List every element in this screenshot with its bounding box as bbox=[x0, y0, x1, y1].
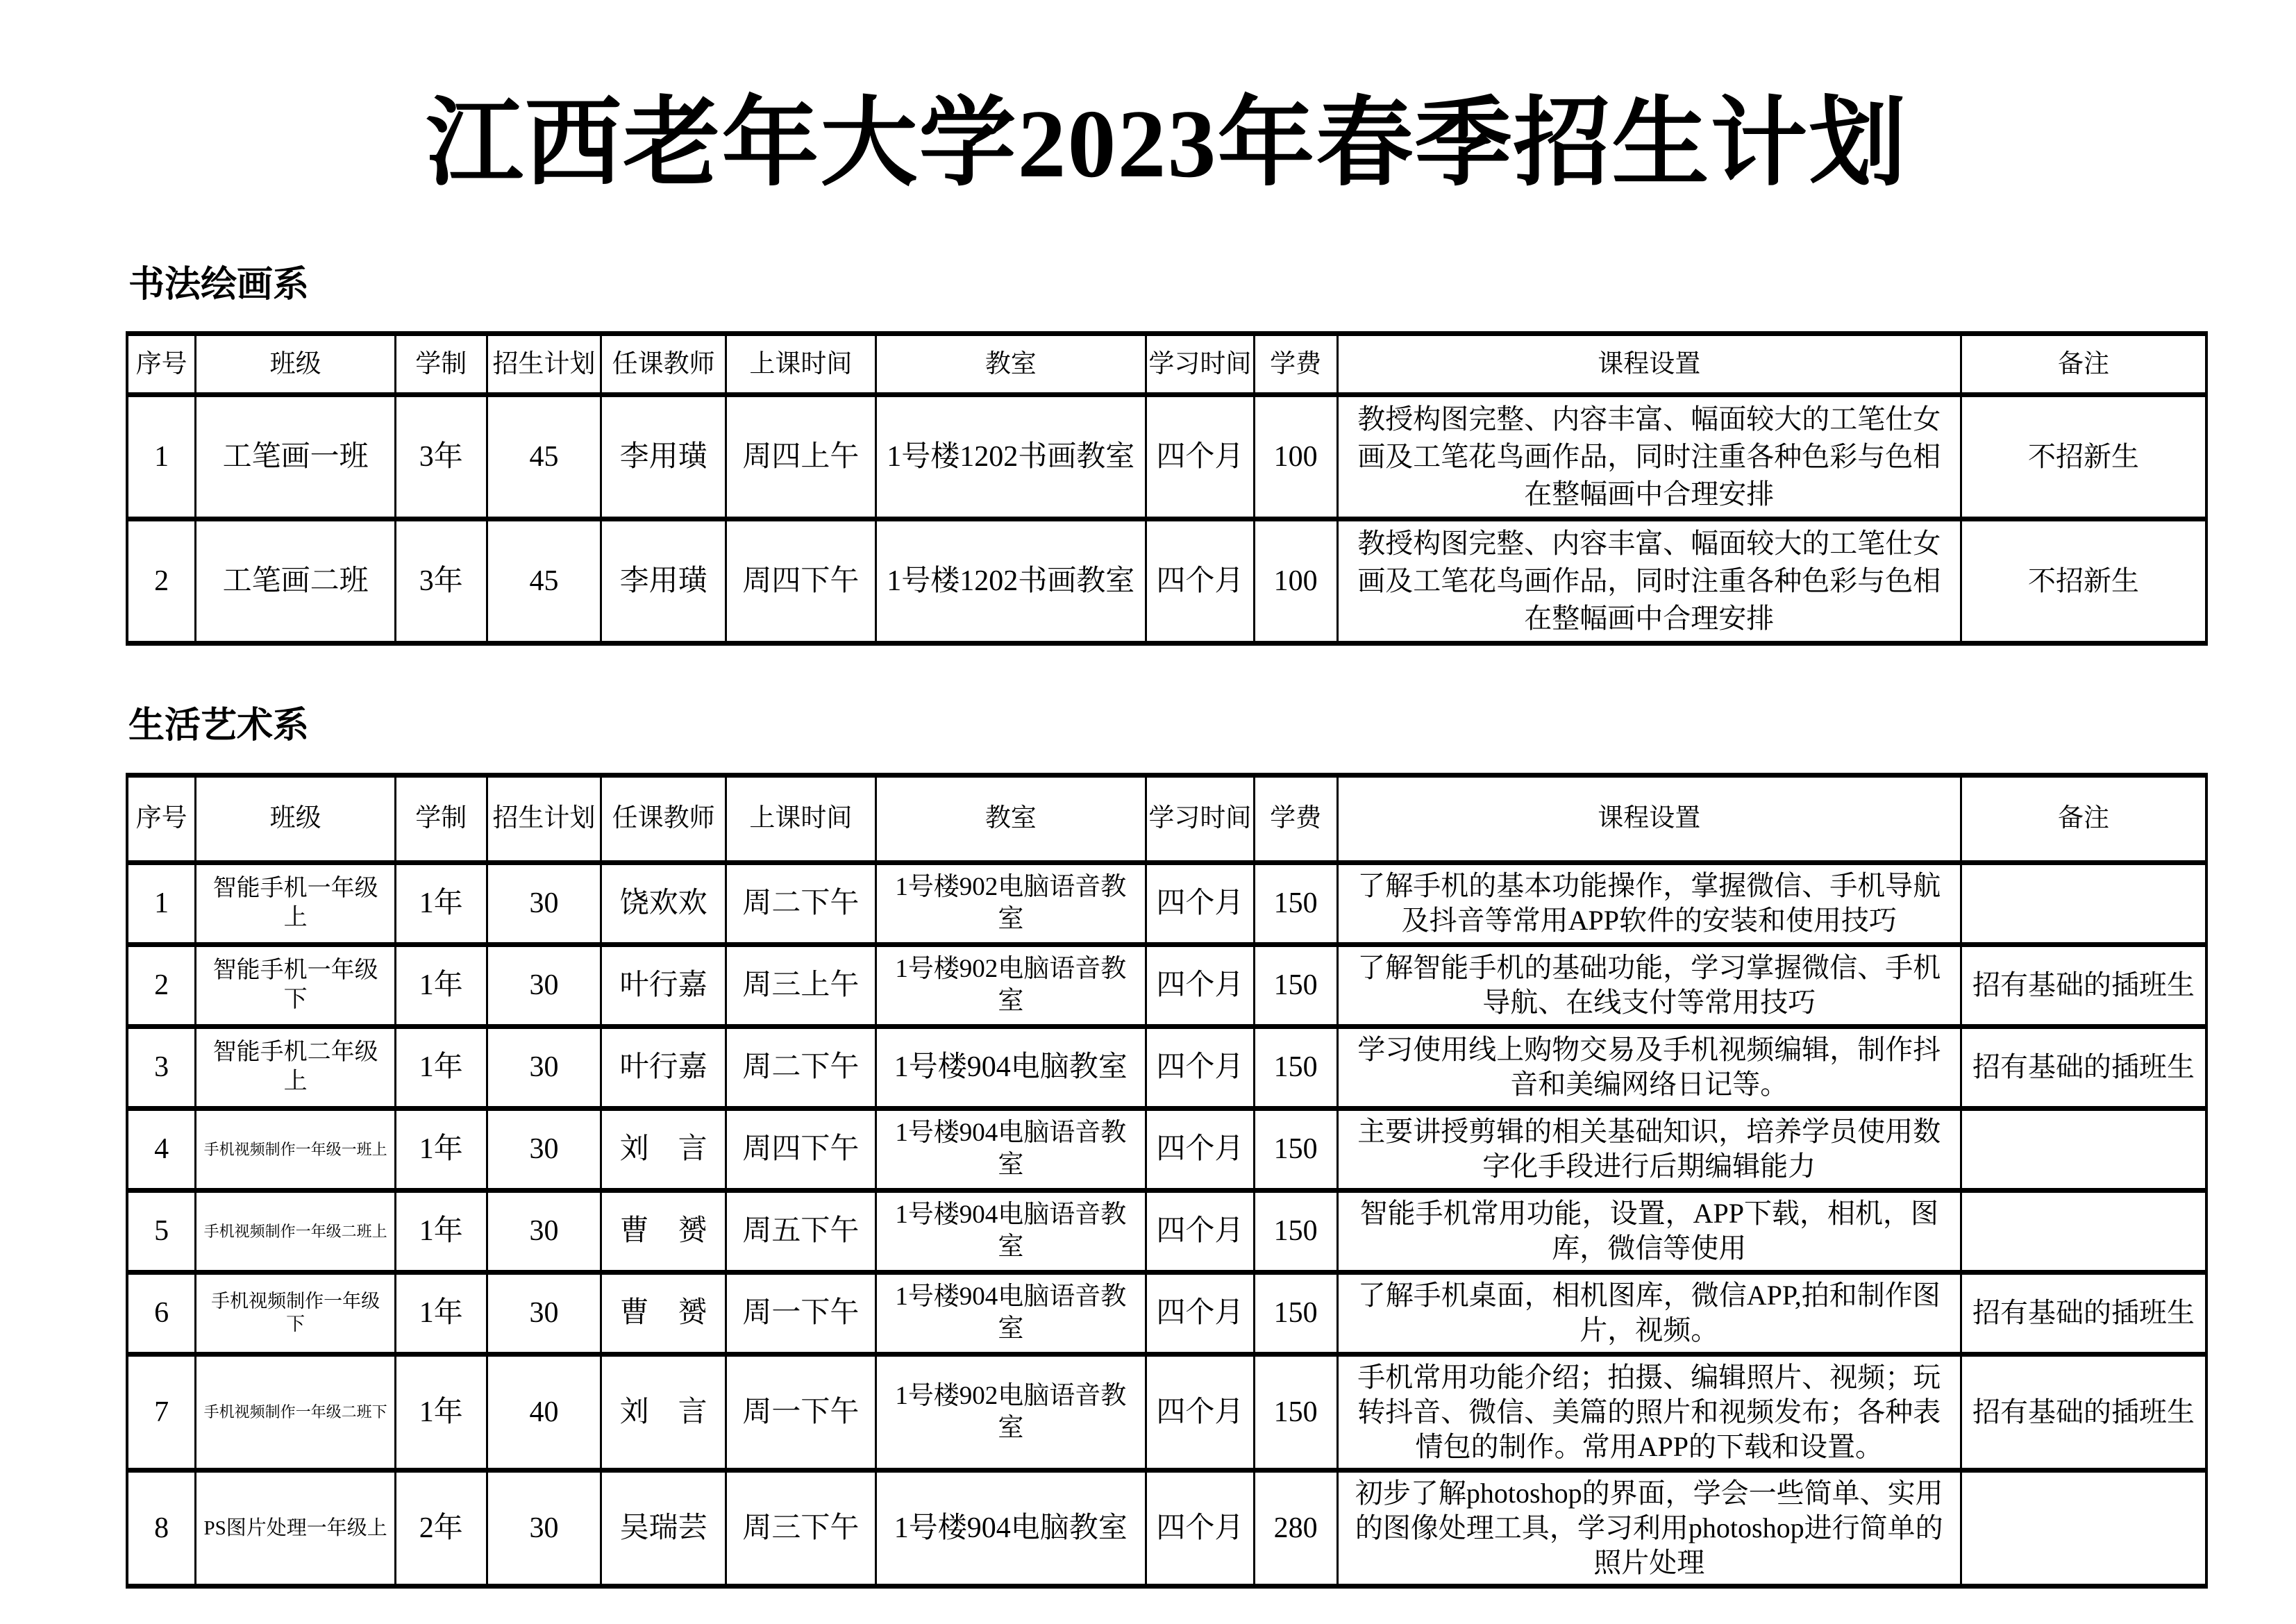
cell-period: 四个月 bbox=[1146, 1354, 1254, 1470]
cell-quota: 30 bbox=[487, 1470, 601, 1586]
table-row bbox=[127, 1108, 2206, 1190]
document-title: 江西老年大学2023年春季招生计划 bbox=[426, 90, 1908, 198]
cell-period: 四个月 bbox=[1146, 1272, 1254, 1354]
cell-quota: 30 bbox=[487, 1272, 601, 1354]
cell-teacher: 李用璜 bbox=[601, 519, 726, 644]
cell-duration: 3年 bbox=[395, 395, 487, 519]
cell-quota: 30 bbox=[487, 1026, 601, 1108]
cell-duration: 1年 bbox=[395, 1026, 487, 1108]
column-header: 学制 bbox=[395, 334, 487, 395]
table-row bbox=[127, 862, 2206, 944]
section-title: 书法绘画系 bbox=[128, 265, 310, 305]
cell-seq: 6 bbox=[127, 1272, 196, 1354]
cell-teacher: 叶行嘉 bbox=[601, 1026, 726, 1108]
cell-quota: 45 bbox=[487, 519, 601, 644]
cell-seq: 4 bbox=[127, 1108, 196, 1190]
cell-room: 1号楼904电脑语音教室 bbox=[875, 1190, 1146, 1272]
column-header: 班级 bbox=[196, 334, 396, 395]
cell-seq: 8 bbox=[127, 1470, 196, 1586]
cell-class-name: 工笔画二班 bbox=[196, 519, 396, 644]
cell-quota: 45 bbox=[487, 395, 601, 519]
cell-fee: 150 bbox=[1254, 1026, 1337, 1108]
cell-room: 1号楼904电脑语音教室 bbox=[875, 1108, 1146, 1190]
enrollment-table bbox=[126, 773, 2208, 1589]
cell-course: 了解智能手机的基础功能，学习掌握微信、手机导航、在线支付等常用技巧 bbox=[1337, 944, 1961, 1026]
table-row bbox=[127, 1190, 2206, 1272]
column-header: 招生计划 bbox=[487, 775, 601, 862]
cell-period: 四个月 bbox=[1146, 944, 1254, 1026]
column-header: 学习时间 bbox=[1146, 334, 1254, 395]
column-header: 学习时间 bbox=[1146, 775, 1254, 862]
cell-time: 周四下午 bbox=[726, 519, 876, 644]
cell-time: 周三下午 bbox=[726, 1470, 876, 1586]
cell-time: 周二下午 bbox=[726, 1026, 876, 1108]
cell-note bbox=[1961, 1470, 2206, 1586]
cell-course: 智能手机常用功能，设置，APP下载，相机，图库，微信等使用 bbox=[1337, 1190, 1961, 1272]
enrollment-table bbox=[126, 331, 2208, 646]
column-header: 上课时间 bbox=[726, 334, 876, 395]
cell-seq: 7 bbox=[127, 1354, 196, 1470]
cell-seq: 1 bbox=[127, 395, 196, 519]
cell-fee: 150 bbox=[1254, 1190, 1337, 1272]
cell-seq: 2 bbox=[127, 944, 196, 1026]
cell-fee: 150 bbox=[1254, 862, 1337, 944]
column-header: 教室 bbox=[875, 334, 1146, 395]
table-row bbox=[127, 1470, 2206, 1586]
cell-class-name: 智能手机一年级下 bbox=[196, 944, 396, 1026]
cell-fee: 150 bbox=[1254, 1108, 1337, 1190]
cell-class-name: 手机视频制作一年级一班上 bbox=[196, 1108, 396, 1190]
column-header: 任课教师 bbox=[601, 775, 726, 862]
cell-room: 1号楼904电脑教室 bbox=[875, 1470, 1146, 1586]
column-header: 任课教师 bbox=[601, 334, 726, 395]
cell-quota: 30 bbox=[487, 1108, 601, 1190]
cell-note: 招有基础的插班生 bbox=[1961, 944, 2206, 1026]
cell-period: 四个月 bbox=[1146, 1190, 1254, 1272]
cell-period: 四个月 bbox=[1146, 1108, 1254, 1190]
cell-teacher: 曹 赟 bbox=[601, 1272, 726, 1354]
cell-course: 手机常用功能介绍；拍摄、编辑照片、视频；玩转抖音、微信、美篇的照片和视频发布；各种表情包的制作。常用APP的下载和设置。 bbox=[1337, 1354, 1961, 1470]
cell-time: 周五下午 bbox=[726, 1190, 876, 1272]
cell-teacher: 吴瑞芸 bbox=[601, 1470, 726, 1586]
cell-time: 周二下午 bbox=[726, 862, 876, 944]
column-header: 学制 bbox=[395, 775, 487, 862]
cell-teacher: 叶行嘉 bbox=[601, 944, 726, 1026]
cell-fee: 100 bbox=[1254, 395, 1337, 519]
cell-time: 周四下午 bbox=[726, 1108, 876, 1190]
cell-fee: 150 bbox=[1254, 1272, 1337, 1354]
cell-room: 1号楼902电脑语音教室 bbox=[875, 862, 1146, 944]
cell-fee: 100 bbox=[1254, 519, 1337, 644]
cell-note bbox=[1961, 1108, 2206, 1190]
cell-course: 初步了解photoshop的界面，学会一些简单、实用的图像处理工具，学习利用photoshop进行简单的照片处理 bbox=[1337, 1470, 1961, 1586]
cell-class-name: 智能手机二年级上 bbox=[196, 1026, 396, 1108]
cell-duration: 1年 bbox=[395, 1354, 487, 1470]
table-row bbox=[127, 1272, 2206, 1354]
column-header: 课程设置 bbox=[1337, 334, 1961, 395]
cell-period: 四个月 bbox=[1146, 862, 1254, 944]
cell-seq: 3 bbox=[127, 1026, 196, 1108]
table-row bbox=[127, 519, 2206, 644]
cell-room: 1号楼902电脑语音教室 bbox=[875, 1354, 1146, 1470]
cell-teacher: 刘 言 bbox=[601, 1354, 726, 1470]
cell-time: 周三上午 bbox=[726, 944, 876, 1026]
cell-quota: 40 bbox=[487, 1354, 601, 1470]
cell-note: 不招新生 bbox=[1961, 395, 2206, 519]
cell-note bbox=[1961, 1190, 2206, 1272]
header-row bbox=[127, 775, 2206, 862]
cell-course: 教授构图完整、内容丰富、幅面较大的工笔仕女画及工笔花鸟画作品，同时注重各种色彩与色相在整幅画中合理安排 bbox=[1337, 519, 1961, 644]
table-row bbox=[127, 1026, 2206, 1108]
cell-room: 1号楼1202书画教室 bbox=[875, 519, 1146, 644]
cell-duration: 1年 bbox=[395, 944, 487, 1026]
cell-duration: 1年 bbox=[395, 862, 487, 944]
cell-duration: 1年 bbox=[395, 1272, 487, 1354]
cell-room: 1号楼904电脑教室 bbox=[875, 1026, 1146, 1108]
column-header: 学费 bbox=[1254, 334, 1337, 395]
cell-time: 周一下午 bbox=[726, 1354, 876, 1470]
cell-room: 1号楼902电脑语音教室 bbox=[875, 944, 1146, 1026]
column-header: 序号 bbox=[127, 775, 196, 862]
cell-class-name: 手机视频制作一年级二班上 bbox=[196, 1190, 396, 1272]
section-title: 生活艺术系 bbox=[128, 706, 310, 746]
column-header: 备注 bbox=[1961, 775, 2206, 862]
column-header: 备注 bbox=[1961, 334, 2206, 395]
cell-room: 1号楼1202书画教室 bbox=[875, 395, 1146, 519]
cell-quota: 30 bbox=[487, 862, 601, 944]
cell-duration: 1年 bbox=[395, 1190, 487, 1272]
cell-fee: 150 bbox=[1254, 1354, 1337, 1470]
cell-seq: 2 bbox=[127, 519, 196, 644]
cell-seq: 1 bbox=[127, 862, 196, 944]
cell-time: 周一下午 bbox=[726, 1272, 876, 1354]
department-section bbox=[126, 705, 2208, 1588]
cell-note: 招有基础的插班生 bbox=[1961, 1026, 2206, 1108]
sections-container bbox=[126, 264, 2208, 1589]
column-header: 课程设置 bbox=[1337, 775, 1961, 862]
cell-class-name: PS图片处理一年级上 bbox=[196, 1470, 396, 1586]
header-row bbox=[127, 334, 2206, 395]
column-header: 班级 bbox=[196, 775, 396, 862]
cell-class-name: 手机视频制作一年级下 bbox=[196, 1272, 396, 1354]
cell-quota: 30 bbox=[487, 944, 601, 1026]
cell-period: 四个月 bbox=[1146, 519, 1254, 644]
cell-teacher: 饶欢欢 bbox=[601, 862, 726, 944]
cell-duration: 1年 bbox=[395, 1108, 487, 1190]
cell-course: 主要讲授剪辑的相关基础知识，培养学员使用数字化手段进行后期编辑能力 bbox=[1337, 1108, 1961, 1190]
cell-class-name: 智能手机一年级上 bbox=[196, 862, 396, 944]
cell-teacher: 刘 言 bbox=[601, 1108, 726, 1190]
column-header: 学费 bbox=[1254, 775, 1337, 862]
cell-time: 周四上午 bbox=[726, 395, 876, 519]
cell-period: 四个月 bbox=[1146, 1026, 1254, 1108]
cell-seq: 5 bbox=[127, 1190, 196, 1272]
column-header: 招生计划 bbox=[487, 334, 601, 395]
cell-duration: 3年 bbox=[395, 519, 487, 644]
table-row bbox=[127, 944, 2206, 1026]
column-header: 教室 bbox=[875, 775, 1146, 862]
cell-fee: 280 bbox=[1254, 1470, 1337, 1586]
cell-course: 学习使用线上购物交易及手机视频编辑，制作抖音和美编网络日记等。 bbox=[1337, 1026, 1961, 1108]
cell-course: 教授构图完整、内容丰富、幅面较大的工笔仕女画及工笔花鸟画作品，同时注重各种色彩与色相在整幅画中合理安排 bbox=[1337, 395, 1961, 519]
cell-note: 不招新生 bbox=[1961, 519, 2206, 644]
cell-course: 了解手机桌面，相机图库，微信APP,拍和制作图片，视频。 bbox=[1337, 1272, 1961, 1354]
cell-class-name: 工笔画一班 bbox=[196, 395, 396, 519]
table-row bbox=[127, 1354, 2206, 1470]
column-header: 上课时间 bbox=[726, 775, 876, 862]
department-section bbox=[126, 264, 2208, 646]
cell-note: 招有基础的插班生 bbox=[1961, 1354, 2206, 1470]
cell-room: 1号楼904电脑语音教室 bbox=[875, 1272, 1146, 1354]
cell-duration: 2年 bbox=[395, 1470, 487, 1586]
cell-period: 四个月 bbox=[1146, 1470, 1254, 1586]
cell-fee: 150 bbox=[1254, 944, 1337, 1026]
cell-class-name: 手机视频制作一年级二班下 bbox=[196, 1354, 396, 1470]
table-row bbox=[127, 395, 2206, 519]
cell-note bbox=[1961, 862, 2206, 944]
cell-period: 四个月 bbox=[1146, 395, 1254, 519]
column-header: 序号 bbox=[127, 334, 196, 395]
cell-teacher: 曹 赟 bbox=[601, 1190, 726, 1272]
cell-teacher: 李用璜 bbox=[601, 395, 726, 519]
cell-note: 招有基础的插班生 bbox=[1961, 1272, 2206, 1354]
cell-course: 了解手机的基本功能操作，掌握微信、手机导航及抖音等常用APP软件的安装和使用技巧 bbox=[1337, 862, 1961, 944]
cell-quota: 30 bbox=[487, 1190, 601, 1272]
